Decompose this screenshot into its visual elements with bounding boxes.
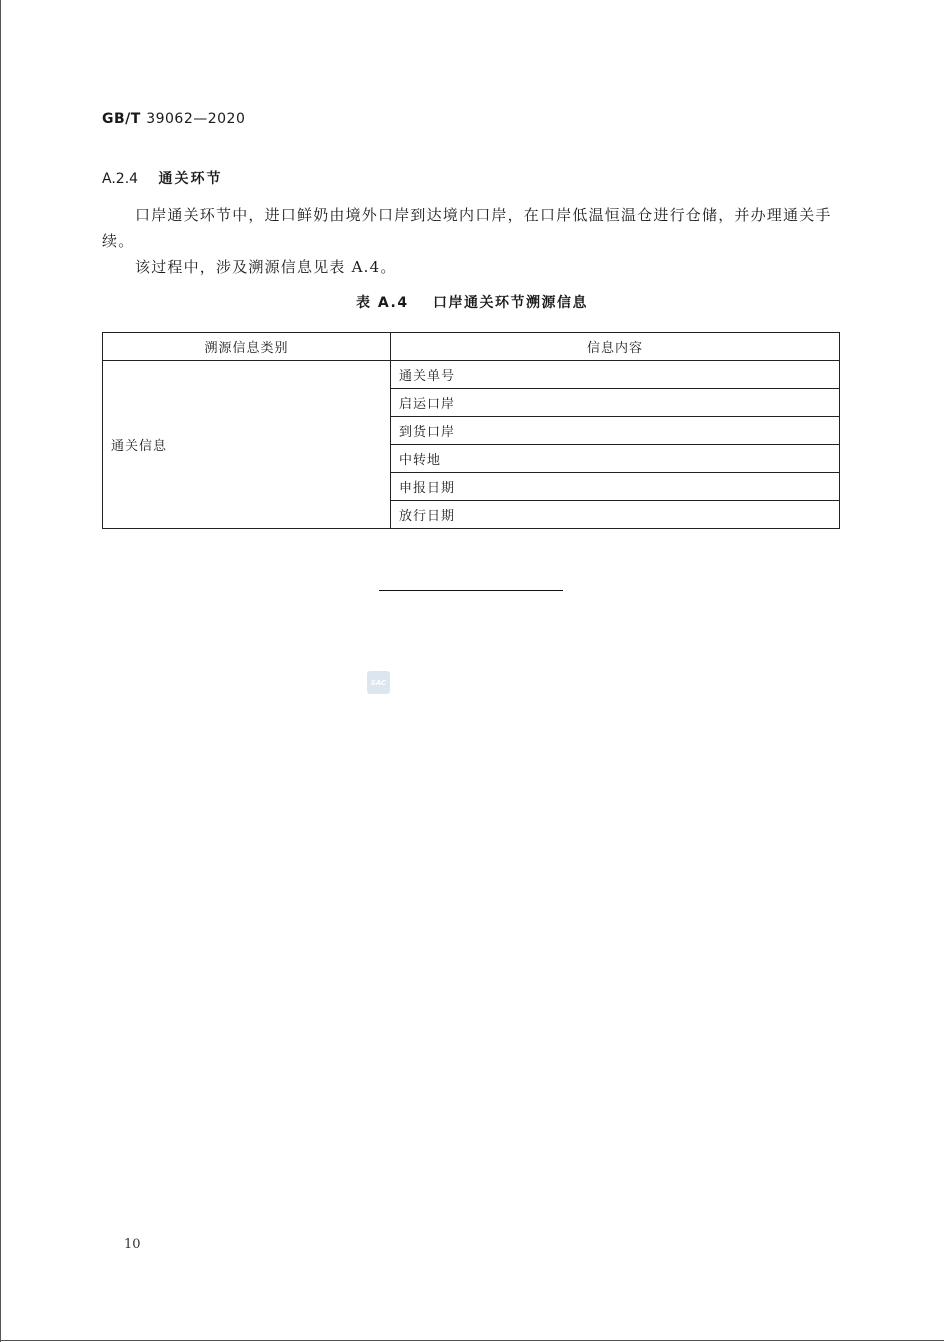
- page-border-left: [0, 0, 1, 1342]
- watermark-logo: [367, 671, 390, 694]
- item-cell: 放行日期: [391, 501, 840, 529]
- body-paragraph-2: 该过程中，涉及溯源信息见表 A.4。: [135, 258, 397, 276]
- body-paragraph-1: 口岸通关环节中，进口鲜奶由境外口岸到达境内口岸，在口岸低温恒温仓进行仓储，并办理通关手续。: [102, 206, 832, 250]
- table-header-cell: 信息内容: [391, 333, 840, 361]
- item-cell: 启运口岸: [391, 389, 840, 417]
- table-caption-label: 表 A.4: [356, 295, 409, 311]
- table-caption-title: 口岸通关环节溯源信息: [432, 295, 588, 311]
- table-header-cell: 溯源信息类别: [103, 333, 391, 361]
- item-cell: 申报日期: [391, 473, 840, 501]
- watermark-text: SAC: [370, 678, 387, 687]
- page-number: 10: [124, 1237, 141, 1252]
- item-cell: 到货口岸: [391, 417, 840, 445]
- standard-code-number: 39062—2020: [146, 111, 246, 127]
- standard-code: [102, 111, 245, 127]
- section-heading: [102, 168, 223, 188]
- page-border-bottom: [0, 1340, 944, 1341]
- item-cell: 通关单号: [391, 361, 840, 389]
- table-row: [103, 361, 840, 389]
- item-cell: 中转地: [391, 445, 840, 473]
- trace-info-table: [102, 332, 840, 529]
- section-number: A.2.4: [102, 171, 139, 187]
- category-cell: 通关信息: [103, 361, 391, 529]
- standard-code-prefix: GB/T: [102, 111, 141, 127]
- table-header-row: [103, 333, 840, 361]
- table-caption: [0, 292, 944, 312]
- section-title: 通关环节: [158, 171, 223, 187]
- end-rule: [379, 590, 563, 591]
